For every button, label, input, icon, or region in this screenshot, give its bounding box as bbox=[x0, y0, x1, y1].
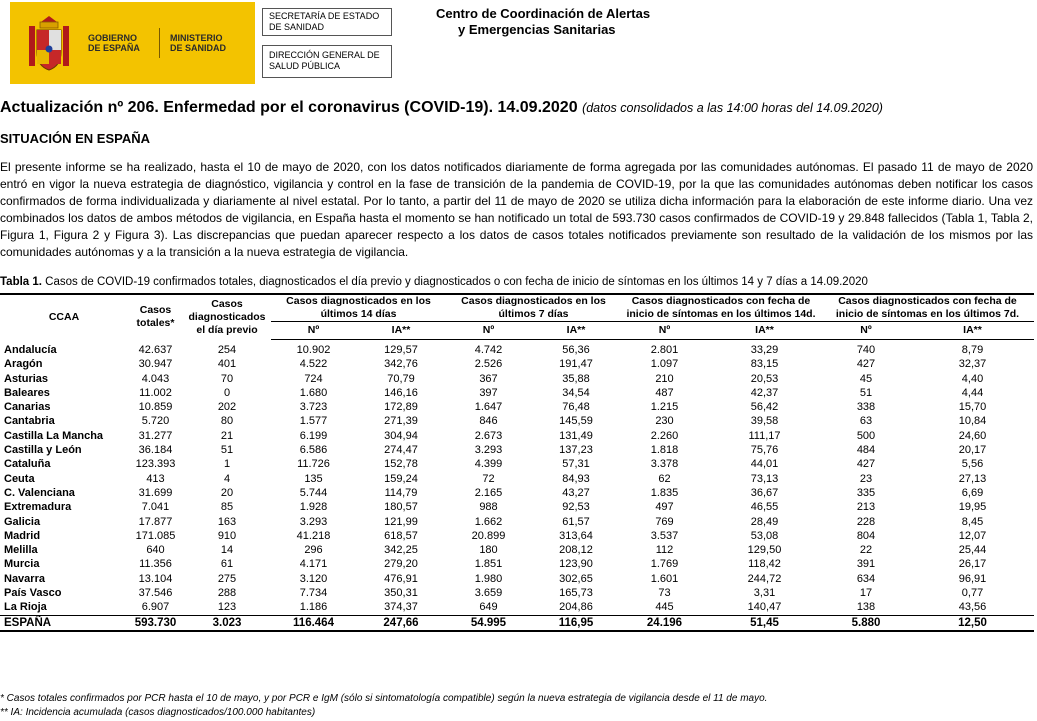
value-cell: 10,84 bbox=[958, 415, 987, 428]
value-cell: 275 bbox=[217, 572, 237, 585]
value-cell: 804 bbox=[856, 529, 876, 542]
value-cell: 84,93 bbox=[562, 472, 590, 485]
value-cell: 3.293 bbox=[299, 515, 328, 528]
value-cell: 21 bbox=[220, 429, 234, 442]
value-cell: 114,79 bbox=[384, 486, 418, 499]
value-cell: 20 bbox=[220, 486, 234, 499]
value-cell: 1.818 bbox=[650, 444, 679, 457]
ccaa-name-cell: Cataluña bbox=[4, 458, 51, 471]
value-cell: 397 bbox=[479, 386, 498, 399]
value-cell: 70,79 bbox=[387, 372, 415, 385]
value-cell: 46,55 bbox=[750, 501, 779, 514]
value-cell: 1.215 bbox=[650, 401, 679, 414]
ccaa-name-cell: Madrid bbox=[4, 529, 41, 542]
value-cell: 23 bbox=[859, 472, 873, 485]
value-cell: 44,01 bbox=[750, 458, 779, 471]
ccaa-name-cell: País Vasco bbox=[4, 587, 62, 600]
value-cell: 367 bbox=[479, 372, 498, 385]
value-cell: 3.378 bbox=[650, 458, 679, 471]
value-cell: 1.577 bbox=[299, 415, 328, 428]
cases-table bbox=[0, 293, 1034, 632]
value-cell: 228 bbox=[856, 515, 876, 528]
value-cell: 4,44 bbox=[961, 386, 984, 399]
value-cell: 159,24 bbox=[384, 472, 418, 485]
ccaa-name-cell: Aragón bbox=[4, 358, 43, 371]
value-cell: 37.546 bbox=[138, 587, 173, 600]
value-cell: 137,23 bbox=[559, 444, 593, 457]
value-cell: 3.120 bbox=[299, 572, 328, 585]
value-cell: 12,07 bbox=[958, 529, 987, 542]
ccaa-name-cell: Castilla y León bbox=[4, 444, 82, 457]
value-cell: 342,76 bbox=[384, 358, 418, 371]
value-cell: 26,17 bbox=[958, 558, 987, 571]
value-cell: 254 bbox=[217, 343, 237, 356]
value-cell: 28,49 bbox=[750, 515, 779, 528]
value-cell: 25,44 bbox=[958, 544, 987, 557]
ccaa-name-cell: Asturias bbox=[4, 372, 49, 385]
value-cell: 51 bbox=[220, 444, 234, 457]
value-cell: 129,50 bbox=[747, 544, 782, 557]
value-cell: 146,16 bbox=[384, 386, 418, 399]
value-cell: 0 bbox=[223, 386, 231, 399]
value-cell: 85 bbox=[220, 501, 234, 514]
table-row bbox=[0, 529, 1034, 543]
value-cell: 20,17 bbox=[958, 444, 987, 457]
value-cell: 618,57 bbox=[384, 529, 418, 542]
value-cell: 51 bbox=[859, 386, 873, 399]
value-cell: 45 bbox=[859, 372, 873, 385]
value-cell: 230 bbox=[655, 415, 674, 428]
value-cell: 61,57 bbox=[562, 515, 590, 528]
value-cell: 20.899 bbox=[471, 529, 506, 542]
value-cell: 244,72 bbox=[747, 572, 782, 585]
table-row bbox=[0, 372, 1034, 386]
value-cell: 445 bbox=[655, 601, 674, 614]
table-row bbox=[0, 414, 1034, 428]
header-group-inicio-7d: Casos diagnosticados con fecha de inicio de síntomas en los últimos 7d. bbox=[821, 294, 1034, 322]
value-cell: 20,53 bbox=[750, 372, 779, 385]
value-cell: 3.537 bbox=[650, 529, 679, 542]
ccaa-name-cell: Cantabria bbox=[4, 415, 55, 428]
value-cell: 3.723 bbox=[299, 401, 328, 414]
value-cell: 274,47 bbox=[384, 444, 418, 457]
value-cell: 121,99 bbox=[384, 515, 418, 528]
header-casos-totales: Casos totales* bbox=[128, 294, 183, 340]
header-dia-previo: Casos diagnosticados el día previo bbox=[183, 294, 271, 340]
value-cell: 288 bbox=[217, 587, 237, 600]
ccaa-name-cell: Galicia bbox=[4, 515, 41, 528]
table-row bbox=[0, 557, 1034, 571]
value-cell: 34,54 bbox=[562, 386, 590, 399]
value-cell: 0,77 bbox=[961, 587, 984, 600]
value-cell: 634 bbox=[856, 572, 876, 585]
value-cell: 112 bbox=[655, 544, 674, 557]
value-cell: 342,25 bbox=[384, 544, 418, 557]
title-main: Actualización nº 206. Enfermedad por el coronavirus (COVID-19). 14.09.2020 bbox=[0, 99, 578, 116]
value-cell: 70 bbox=[220, 372, 234, 385]
value-cell: 1.835 bbox=[650, 486, 679, 499]
value-cell: 171.085 bbox=[135, 529, 176, 542]
value-cell: 7.734 bbox=[299, 587, 328, 600]
value-cell: 51,45 bbox=[708, 615, 821, 631]
value-cell: 6,69 bbox=[961, 486, 984, 499]
table-row bbox=[0, 543, 1034, 557]
table-row bbox=[0, 515, 1034, 529]
table-row bbox=[0, 457, 1034, 471]
value-cell: 8,45 bbox=[961, 515, 984, 528]
table-row bbox=[0, 486, 1034, 500]
intro-paragraph: El presente informe se ha realizado, hasta el 10 de mayo de 2020, con los datos notificados diariamente de forma agregada por las comunidades autónomas. El pasado 11 de mayo de 2020 entró en vigor la nueva estrategia de diagnóstico, vigilancia y control en la fase de transición de la pandemia de COVID-19, por la que las comunidades autónomas deben notificar los casos confirmados de forma individualizada y diariamente al nivel estatal. Por lo tanto, a partir del 11 de mayo de 2020 se utiliza dicha información para la elaboración de este informe diario. Una vez combinados los datos de ambos métodos de vigilancia, en España hasta el momento se han notificado un total de 593.730 casos confirmados de COVID-19 y 29.848 fallecidos (Tabla 1, Tabla 2, Figura 1, Figura 2 y Figura 3). Las discrepancias que puedan aparecer respecto a los datos de casos totales notificados previamente son resultado de la validación de los mismos por las comunidades autónomas y a la transición a la nueva estrategia de vigilancia. bbox=[0, 160, 1033, 259]
table-caption bbox=[0, 276, 868, 288]
value-cell: 3,31 bbox=[753, 587, 776, 600]
table-row bbox=[0, 472, 1034, 486]
value-cell: 4.522 bbox=[299, 358, 328, 371]
value-cell: 4.742 bbox=[474, 344, 503, 356]
value-cell: 1.851 bbox=[474, 558, 503, 571]
value-cell: 3.659 bbox=[474, 587, 503, 600]
value-cell: 427 bbox=[856, 458, 876, 471]
value-cell: 19,95 bbox=[958, 501, 987, 514]
header-ia: IA** bbox=[911, 322, 1034, 340]
value-cell: 73 bbox=[658, 587, 671, 600]
value-cell: 152,78 bbox=[384, 458, 418, 471]
value-cell: 96,91 bbox=[958, 572, 987, 585]
value-cell: 204,86 bbox=[559, 601, 593, 614]
value-cell: 279,20 bbox=[384, 558, 418, 571]
value-cell: 75,76 bbox=[750, 444, 779, 457]
value-cell: 593.730 bbox=[128, 615, 183, 631]
coat-of-arms-icon bbox=[27, 12, 71, 76]
value-cell: 12,50 bbox=[911, 615, 1034, 631]
value-cell: 1.680 bbox=[299, 386, 328, 399]
value-cell: 123.393 bbox=[135, 458, 176, 471]
value-cell: 24,60 bbox=[958, 429, 987, 442]
footnote-1: * Casos totales confirmados por PCR hasta el 10 de mayo, y por PCR e IgM (sólo si sintomatología compatible) según la nueva estrategia de vigilancia desde el 11 de mayo. bbox=[0, 693, 768, 704]
value-cell: 5.744 bbox=[299, 486, 328, 499]
value-cell: 401 bbox=[217, 358, 237, 371]
value-cell: 36,67 bbox=[750, 486, 779, 499]
table-row bbox=[0, 429, 1034, 443]
value-cell: 17 bbox=[859, 587, 873, 600]
value-cell: 1.097 bbox=[650, 358, 679, 371]
value-cell: 131,49 bbox=[559, 429, 593, 442]
value-cell: 988 bbox=[479, 501, 498, 514]
value-cell: 13.104 bbox=[138, 572, 173, 585]
value-cell: 14 bbox=[220, 544, 234, 557]
ccaa-name-cell: Andalucía bbox=[4, 343, 57, 356]
value-cell: 335 bbox=[856, 486, 876, 499]
value-cell: 769 bbox=[655, 515, 674, 528]
header-group-14d: Casos diagnosticados en los últimos 14 días bbox=[271, 294, 446, 322]
header-n: Nº bbox=[821, 322, 911, 340]
value-cell: 1 bbox=[223, 458, 231, 471]
value-cell: 116,95 bbox=[531, 615, 621, 631]
logo-divider bbox=[159, 28, 160, 58]
value-cell: 640 bbox=[146, 544, 165, 557]
table-row bbox=[0, 400, 1034, 414]
value-cell: 213 bbox=[856, 501, 876, 514]
header-ia: IA** bbox=[531, 322, 621, 340]
ccaa-name-cell: Navarra bbox=[4, 572, 45, 585]
value-cell: 22 bbox=[859, 544, 873, 557]
header-n: Nº bbox=[621, 322, 708, 340]
value-cell: 4.043 bbox=[141, 372, 170, 385]
value-cell: 740 bbox=[856, 344, 876, 356]
value-cell: 338 bbox=[856, 401, 876, 414]
table-row bbox=[0, 357, 1034, 371]
value-cell: 11.002 bbox=[139, 386, 172, 399]
value-cell: 6.586 bbox=[299, 444, 328, 457]
table-row bbox=[0, 586, 1034, 600]
value-cell: 123,90 bbox=[559, 558, 593, 571]
value-cell: 116.464 bbox=[271, 615, 356, 631]
value-cell: 413 bbox=[146, 472, 165, 485]
value-cell: 10.902 bbox=[296, 344, 331, 356]
value-cell: 1.647 bbox=[474, 401, 503, 414]
centro-coordinacion: Centro de Coordinación de Alertas y Emergencias Sanitarias bbox=[436, 6, 651, 37]
ccaa-name-cell: Ceuta bbox=[4, 472, 35, 485]
value-cell: 11.356 bbox=[139, 558, 172, 571]
value-cell: 374,37 bbox=[384, 601, 418, 614]
value-cell: 208,12 bbox=[559, 544, 593, 557]
value-cell: 63 bbox=[859, 415, 873, 428]
secretaria-box: SECRETARÍA DE ESTADO DE SANIDAD bbox=[262, 8, 392, 36]
value-cell: 271,39 bbox=[384, 415, 418, 428]
value-cell: 62 bbox=[658, 472, 671, 485]
value-cell: 17.877 bbox=[138, 515, 173, 528]
header-group-inicio-14d: Casos diagnosticados con fecha de inicio de síntomas en los últimos 14d. bbox=[621, 294, 821, 322]
value-cell: 8,79 bbox=[961, 344, 984, 356]
ccaa-name-cell: Extremadura bbox=[4, 501, 72, 514]
value-cell: 427 bbox=[856, 358, 876, 371]
value-cell: 111,17 bbox=[748, 429, 781, 442]
value-cell: 123 bbox=[217, 601, 237, 614]
value-cell: 6.199 bbox=[299, 429, 328, 442]
value-cell: 4 bbox=[223, 472, 231, 485]
value-cell: 31.277 bbox=[138, 429, 173, 442]
value-cell: 41.218 bbox=[296, 529, 331, 542]
value-cell: 476,91 bbox=[384, 572, 418, 585]
value-cell: 80 bbox=[220, 415, 234, 428]
value-cell: 43,56 bbox=[958, 601, 987, 614]
value-cell: 302,65 bbox=[559, 572, 593, 585]
value-cell: 296 bbox=[304, 544, 323, 557]
value-cell: 42.637 bbox=[138, 343, 173, 356]
value-cell: 4,40 bbox=[961, 372, 984, 385]
value-cell: 202 bbox=[217, 401, 237, 414]
value-cell: 165,73 bbox=[559, 587, 593, 600]
ccaa-name-cell: ESPAÑA bbox=[0, 615, 128, 631]
table-row bbox=[0, 572, 1034, 586]
gobierno-label: GOBIERNO DE ESPAÑA bbox=[88, 33, 140, 53]
table-row bbox=[0, 443, 1034, 457]
ccaa-name-cell: La Rioja bbox=[4, 601, 47, 614]
value-cell: 61 bbox=[220, 558, 234, 571]
value-cell: 73,13 bbox=[750, 472, 779, 485]
ccaa-name-cell: C. Valenciana bbox=[4, 486, 75, 499]
value-cell: 72 bbox=[482, 472, 495, 485]
value-cell: 180,57 bbox=[384, 501, 418, 514]
value-cell: 31.699 bbox=[138, 486, 173, 499]
value-cell: 191,47 bbox=[559, 358, 593, 371]
table-body bbox=[0, 340, 1034, 631]
value-cell: 5.880 bbox=[821, 615, 911, 631]
value-cell: 350,31 bbox=[384, 587, 418, 600]
value-cell: 1.980 bbox=[474, 572, 503, 585]
value-cell: 304,94 bbox=[384, 429, 418, 442]
ccaa-name-cell: Canarias bbox=[4, 401, 51, 414]
header-n: Nº bbox=[271, 322, 356, 340]
value-cell: 3.023 bbox=[183, 615, 271, 631]
section-heading: SITUACIÓN EN ESPAÑA bbox=[0, 131, 150, 146]
footnote-2: ** IA: Incidencia acumulada (casos diagnosticados/100.000 habitantes) bbox=[0, 707, 316, 718]
value-cell: 497 bbox=[655, 501, 674, 514]
value-cell: 42,37 bbox=[750, 386, 779, 399]
table-row bbox=[0, 340, 1034, 358]
value-cell: 1.928 bbox=[299, 501, 328, 514]
value-cell: 313,64 bbox=[559, 529, 593, 542]
value-cell: 2.526 bbox=[474, 358, 503, 371]
header-group-7d: Casos diagnosticados en los últimos 7 días bbox=[446, 294, 621, 322]
value-cell: 54.995 bbox=[446, 615, 531, 631]
document-header bbox=[0, 0, 1037, 92]
value-cell: 43,27 bbox=[562, 486, 590, 499]
value-cell: 145,59 bbox=[559, 415, 593, 428]
value-cell: 138 bbox=[856, 601, 876, 614]
ccaa-name-cell: Castilla La Mancha bbox=[4, 429, 104, 442]
value-cell: 92,53 bbox=[562, 501, 590, 514]
value-cell: 1.769 bbox=[650, 558, 679, 571]
value-cell: 1.662 bbox=[474, 515, 503, 528]
value-cell: 846 bbox=[479, 415, 498, 428]
value-cell: 163 bbox=[217, 515, 237, 528]
table-row bbox=[0, 386, 1034, 400]
government-logo bbox=[10, 2, 255, 84]
value-cell: 32,37 bbox=[958, 358, 987, 371]
value-cell: 24.196 bbox=[621, 615, 708, 631]
value-cell: 39,58 bbox=[750, 415, 779, 428]
value-cell: 6.907 bbox=[141, 601, 170, 614]
value-cell: 724 bbox=[304, 372, 323, 385]
value-cell: 180 bbox=[479, 544, 498, 557]
value-cell: 2.801 bbox=[650, 344, 679, 356]
value-cell: 2.260 bbox=[650, 429, 679, 442]
value-cell: 4.171 bbox=[299, 558, 328, 571]
value-cell: 56,36 bbox=[562, 344, 590, 356]
value-cell: 649 bbox=[479, 601, 498, 614]
value-cell: 140,47 bbox=[747, 601, 782, 614]
value-cell: 53,08 bbox=[750, 529, 779, 542]
caption-text: Casos de COVID-19 confirmados totales, diagnosticados el día previo y diagnosticados o con fecha de inicio de síntomas en los últimos 14 y 7 días a 14.09.2020 bbox=[41, 276, 868, 288]
value-cell: 36.184 bbox=[138, 444, 173, 457]
value-cell: 484 bbox=[856, 444, 876, 457]
value-cell: 487 bbox=[655, 386, 674, 399]
value-cell: 247,66 bbox=[356, 615, 446, 631]
value-cell: 83,15 bbox=[750, 358, 779, 371]
value-cell: 129,57 bbox=[384, 344, 418, 356]
ministerio-label: MINISTERIO DE SANIDAD bbox=[170, 33, 227, 53]
value-cell: 35,88 bbox=[562, 372, 590, 385]
table-total-row bbox=[0, 615, 1034, 631]
table-row bbox=[0, 500, 1034, 514]
value-cell: 4.399 bbox=[474, 458, 503, 471]
value-cell: 57,31 bbox=[562, 458, 590, 471]
value-cell: 2.673 bbox=[474, 429, 503, 442]
value-cell: 3.293 bbox=[474, 444, 503, 457]
value-cell: 1.186 bbox=[299, 601, 328, 614]
ccaa-name-cell: Murcia bbox=[4, 558, 40, 571]
header-ccaa: CCAA bbox=[0, 294, 128, 340]
value-cell: 1.601 bbox=[650, 572, 679, 585]
value-cell: 500 bbox=[856, 429, 876, 442]
value-cell: 11.726 bbox=[297, 458, 330, 471]
value-cell: 56,42 bbox=[750, 401, 779, 414]
title-subtitle: (datos consolidados a las 14:00 horas del 14.09.2020) bbox=[582, 101, 883, 115]
value-cell: 10.859 bbox=[138, 401, 173, 414]
header-ia: IA** bbox=[356, 322, 446, 340]
value-cell: 76,48 bbox=[562, 401, 590, 414]
value-cell: 210 bbox=[655, 372, 674, 385]
value-cell: 391 bbox=[856, 558, 876, 571]
ccaa-name-cell: Baleares bbox=[4, 386, 50, 399]
value-cell: 7.041 bbox=[141, 501, 170, 514]
value-cell: 27,13 bbox=[958, 472, 987, 485]
value-cell: 172,89 bbox=[384, 401, 418, 414]
value-cell: 5,56 bbox=[961, 458, 984, 471]
header-ia: IA** bbox=[708, 322, 821, 340]
caption-label: Tabla 1. bbox=[0, 276, 42, 288]
header-n: Nº bbox=[446, 322, 531, 340]
value-cell: 910 bbox=[217, 529, 237, 542]
value-cell: 15,70 bbox=[958, 401, 987, 414]
document-title bbox=[0, 99, 883, 117]
value-cell: 33,29 bbox=[750, 344, 779, 356]
value-cell: 135 bbox=[304, 472, 323, 485]
value-cell: 118,42 bbox=[748, 558, 781, 571]
direccion-box: DIRECCIÓN GENERAL DE SALUD PÚBLICA bbox=[262, 45, 392, 78]
value-cell: 2.165 bbox=[474, 486, 503, 499]
table-row bbox=[0, 600, 1034, 615]
value-cell: 30.947 bbox=[138, 358, 173, 371]
ccaa-name-cell: Melilla bbox=[4, 544, 38, 557]
value-cell: 5.720 bbox=[141, 415, 170, 428]
